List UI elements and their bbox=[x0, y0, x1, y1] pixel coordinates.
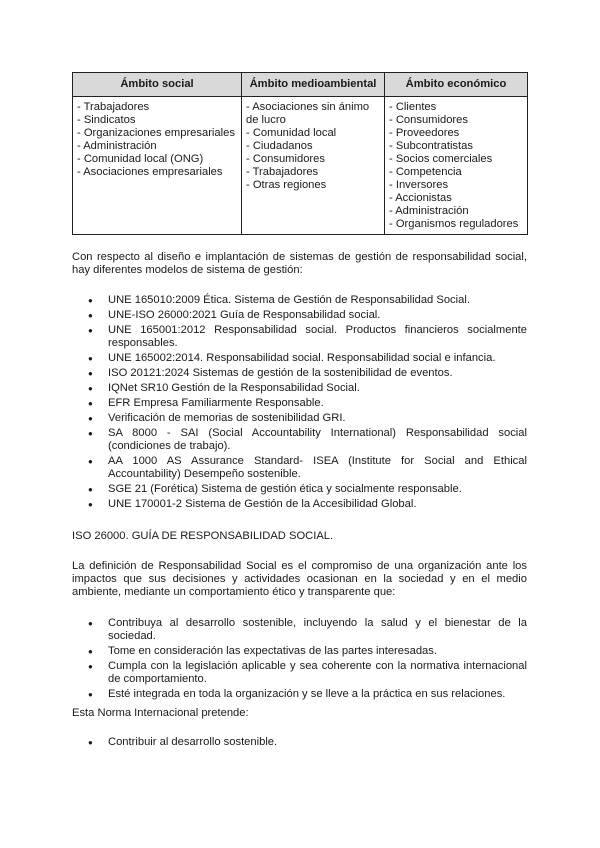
list-item: - Comunidad local (ONG) bbox=[77, 153, 204, 165]
list-item: - Subcontratistas bbox=[389, 140, 473, 152]
list-item: - Clientes bbox=[389, 101, 437, 113]
list-item: ● SA 8000 - SAI (Social Accountability International) Responsabilidad social (condiciones de trabajo). bbox=[72, 427, 527, 453]
models-list bbox=[72, 294, 527, 513]
table-cell-environmental bbox=[242, 97, 385, 235]
list-item: - Competencia bbox=[389, 166, 462, 178]
list-item: - Trabajadores bbox=[77, 101, 150, 113]
list-item: - Organismos reguladores bbox=[389, 218, 519, 230]
table-header-economic: Ámbito económico bbox=[385, 73, 528, 97]
list-item: ● AA 1000 AS Assurance Standard- ISEA (Institute for Social and Ethical Accountability) Desempeño sostenible. bbox=[72, 455, 527, 481]
definition-paragraph: La definición de Responsabilidad Social es el compromiso de una organización ante los impactos que sus decisiones y actividades ocasionan en la sociedad y en el medio ambiente, mediante un comportamiento ético y transparente que: bbox=[72, 560, 527, 598]
table-header-environmental: Ámbito medioambiental bbox=[242, 73, 385, 97]
table-header-row bbox=[73, 73, 528, 97]
list-item: - Proveedores bbox=[389, 127, 460, 139]
list-item: ● UNE 170001-2 Sistema de Gestión de la Accesibilidad Global. bbox=[72, 498, 527, 511]
list-item: - Trabajadores bbox=[246, 166, 319, 178]
list-item: - Sindicatos bbox=[77, 114, 136, 126]
list-item: - Organizaciones empresariales bbox=[77, 127, 235, 139]
list-item: ● Verificación de memorias de sostenibilidad GRI. bbox=[72, 412, 527, 425]
list-item: de lucro bbox=[246, 114, 286, 126]
list-item: ● IQNet SR10 Gestión de la Responsabilidad Social. bbox=[72, 382, 527, 395]
list-item: - Ciudadanos bbox=[246, 140, 313, 152]
definition-list bbox=[72, 617, 527, 703]
list-item: ● SGE 21 (Forética) Sistema de gestión ética y socialmente responsable. bbox=[72, 483, 527, 496]
list-item: - Accionistas bbox=[389, 192, 452, 204]
stakeholders-table bbox=[72, 72, 528, 235]
list-item: - Inversores bbox=[389, 179, 449, 191]
list-item: - Consumidores bbox=[246, 153, 325, 165]
list-item: ● UNE 165010:2009 Ética. Sistema de Gestión de Responsabilidad Social. bbox=[72, 294, 527, 307]
list-item: - Asociaciones sin ánimo bbox=[246, 101, 370, 113]
aims-list bbox=[72, 736, 527, 751]
table-cell-economic bbox=[385, 97, 528, 235]
section-heading: ISO 26000. GUÍA DE RESPONSABILIDAD SOCIAL. bbox=[72, 530, 334, 542]
list-item: ● EFR Empresa Familiarmente Responsable. bbox=[72, 397, 527, 410]
list-item: ● Tome en consideración las expectativas de las partes interesadas. bbox=[72, 645, 527, 658]
table-header-social: Ámbito social bbox=[73, 73, 242, 97]
list-item: - Consumidores bbox=[389, 114, 468, 126]
list-item: ● Contribuir al desarrollo sostenible. bbox=[72, 736, 527, 749]
list-item: - Socios comerciales bbox=[389, 153, 493, 165]
table-cell-social bbox=[73, 97, 242, 235]
list-item: ● UNE-ISO 26000:2021 Guía de Responsabilidad social. bbox=[72, 309, 527, 322]
intro-paragraph: Con respecto al diseño e implantación de sistemas de gestión de responsabilidad social, hay diferentes modelos de sistema de gestión: bbox=[72, 251, 527, 276]
list-item: ● Esté integrada en toda la organización y se lleve a la práctica en sus relaciones. bbox=[72, 688, 527, 701]
aims-intro: Esta Norma Internacional pretende: bbox=[72, 707, 249, 719]
list-item: ● ISO 20121:2024 Sistemas de gestión de la sostenibilidad de eventos. bbox=[72, 367, 527, 380]
list-item: ● Contribuya al desarrollo sostenible, incluyendo la salud y el bienestar de la sociedad. bbox=[72, 617, 527, 643]
list-item: ● UNE 165002:2014. Responsabilidad social. Responsabilidad social e infancia. bbox=[72, 352, 527, 365]
list-item: ● Cumpla con la legislación aplicable y sea coherente con la normativa internacional de comportamiento. bbox=[72, 660, 527, 686]
list-item: - Comunidad local bbox=[246, 127, 337, 139]
list-item: ● UNE 165001:2012 Responsabilidad social. Productos financieros socialmente responsables. bbox=[72, 324, 527, 350]
table-row bbox=[73, 97, 528, 235]
list-item: - Administración bbox=[389, 205, 469, 217]
list-item: - Administración bbox=[77, 140, 157, 152]
list-item: - Otras regiones bbox=[246, 179, 327, 191]
list-item: - Asociaciones empresariales bbox=[77, 166, 223, 178]
